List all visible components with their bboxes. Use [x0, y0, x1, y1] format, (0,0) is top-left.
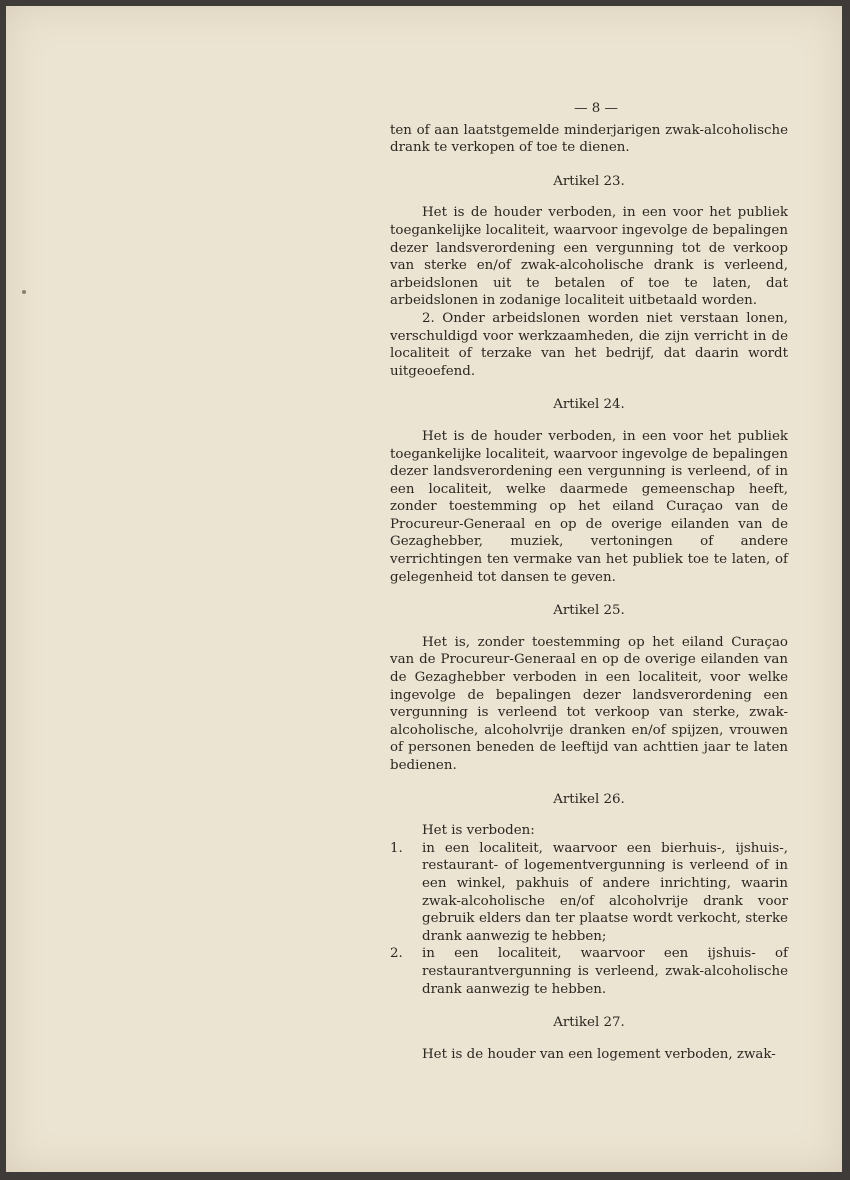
- article-25-paragraph: Het is, zonder toestemming op het eiland Curaçao van de Procureur-Generaal en op de overige eilanden van de Gezaghebber verboden in een localiteit, voor welke ingevolge de bepalingen dezer landsverordening een vergunning is verleend tot verkoop van sterke, zwak-alcoholische, alcoholvrije dranken en/of spijzen, vrouwen of personen beneden de leeftijd van achttien jaar te laten bedienen.: [390, 634, 788, 773]
- article-26-heading: Artikel 26.: [553, 791, 625, 807]
- list-item-number: 2.: [390, 946, 403, 962]
- page-text-column: [390, 100, 788, 1063]
- article-23-paragraph-1: Het is de houder verboden, in een voor het publiek toegankelijke localiteit, waarvoor ingevolge de bepalingen dezer landsverordening een vergunning tot de verkoop van sterke en/of zwak-alcoholische drank is verleend, arbeidslonen uit te betalen of toe te laten, dat arbeidslonen in zodanige localiteit uitbetaald worden.: [390, 205, 788, 309]
- article-25-heading: Artikel 25.: [553, 603, 625, 619]
- punch-hole-mark: [22, 290, 26, 294]
- list-item: [390, 945, 788, 998]
- list-item: [390, 840, 788, 946]
- continuation-paragraph: ten of aan laatstgemelde minderjarigen zwak-alcoholische drank te verkopen of toe te dienen.: [390, 122, 788, 156]
- article-27-heading: Artikel 27.: [553, 1015, 625, 1031]
- list-item-text: in een localiteit, waarvoor een ijshuis- of restaurantvergunning is verleend, zwak-alcoholische drank aanwezig te hebben.: [422, 946, 788, 997]
- article-23-paragraph-2: 2. Onder arbeidslonen worden niet verstaan lonen, verschuldigd voor werkzaamheden, die zijn verricht in de localiteit of terzake van het bedrijf, dat daarin wordt uitgeoefend.: [390, 310, 788, 379]
- article-23-heading: Artikel 23.: [553, 173, 625, 189]
- list-item-text: in een localiteit, waarvoor een bierhuis-, ijshuis-, restaurant- of logementvergunning is verleend of in een winkel, pakhuis of andere inrichting, waarin zwak-alcoholische en/of alcoholvrije drank voor gebruik elders dan ter plaatse wordt verkocht, sterke drank aanwezig te hebben;: [422, 840, 788, 944]
- article-24-heading: Artikel 24.: [553, 397, 625, 413]
- page-number: — 8 —: [574, 101, 618, 116]
- article-26-intro: Het is verboden:: [422, 823, 535, 839]
- document-page: [6, 6, 842, 1172]
- list-item-number: 1.: [390, 840, 403, 856]
- article-24-paragraph: Het is de houder verboden, in een voor het publiek toegankelijke localiteit, waarvoor ingevolge de bepalingen dezer landsverordening een vergunning is verleend, of in een localiteit, welke daarmede gemeenschap heeft, zonder toestemming op het eiland Curaçao van de Procureur-Generaal en op de overige eilanden van de Gezaghebber, muziek, vertoningen of andere verrichtingen ten vermake van het publiek toe te laten, of gelegenheid tot dansen te geven.: [390, 428, 788, 585]
- article-27-paragraph: Het is de houder van een logement verboden, zwak-: [422, 1046, 776, 1062]
